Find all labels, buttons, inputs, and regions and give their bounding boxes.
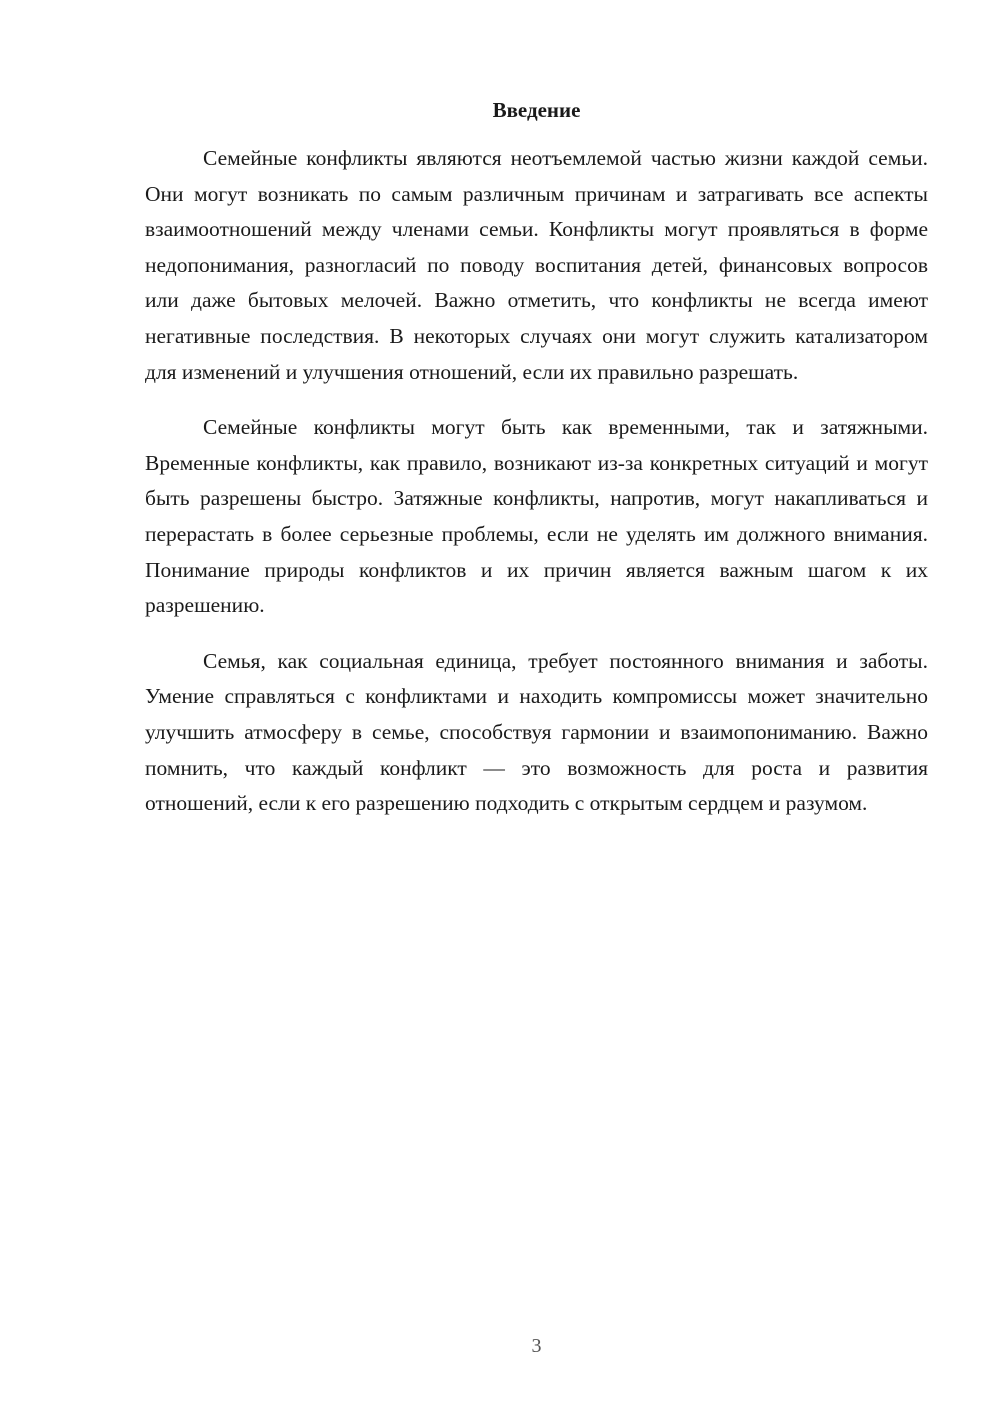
paragraph-3: Семья, как социальная единица, требует постоянного внимания и заботы. Умение справляться с конфликтами и находить компромиссы может значительно улучшить атмосферу в семье, способствуя гармонии и взаимопониманию. Важно помнить, что каждый конфликт — это возможность для роста и развития отношений, если к его разрешению подходить с открытым сердцем и разумом. — [145, 648, 928, 816]
paragraph-2: Семейные конфликты могут быть как временными, так и затяжными. Временные конфликты, как правило, возникают из-за конкретных ситуаций и могут быть разрешены быстро. Затяжные конфликты, напротив, могут накапливаться и перерастать в более серьезные проблемы, если не уделять им должного внимания. Понимание природы конфликтов и их причин является важным шагом к их разрешению. — [145, 415, 928, 618]
section-title: Введение — [492, 98, 581, 122]
body-text — [145, 141, 928, 842]
paragraph-1: Семейные конфликты являются неотъемлемой частью жизни каждой семьи. Они могут возникать по самым различным причинам и затрагивать все аспекты взаимоотношений между членами семьи. Конфликты могут проявляться в форме недопонимания, разногласий по поводу воспитания детей, финансовых вопросов или даже бытовых мелочей. Важно отметить, что конфликты не всегда имеют негативные последствия. В некоторых случаях они могут служить катализатором для изменений и улучшения отношений, если их правильно разрешать. — [145, 146, 928, 384]
document-page — [145, 0, 928, 1414]
page-number: 3 — [531, 1335, 542, 1357]
